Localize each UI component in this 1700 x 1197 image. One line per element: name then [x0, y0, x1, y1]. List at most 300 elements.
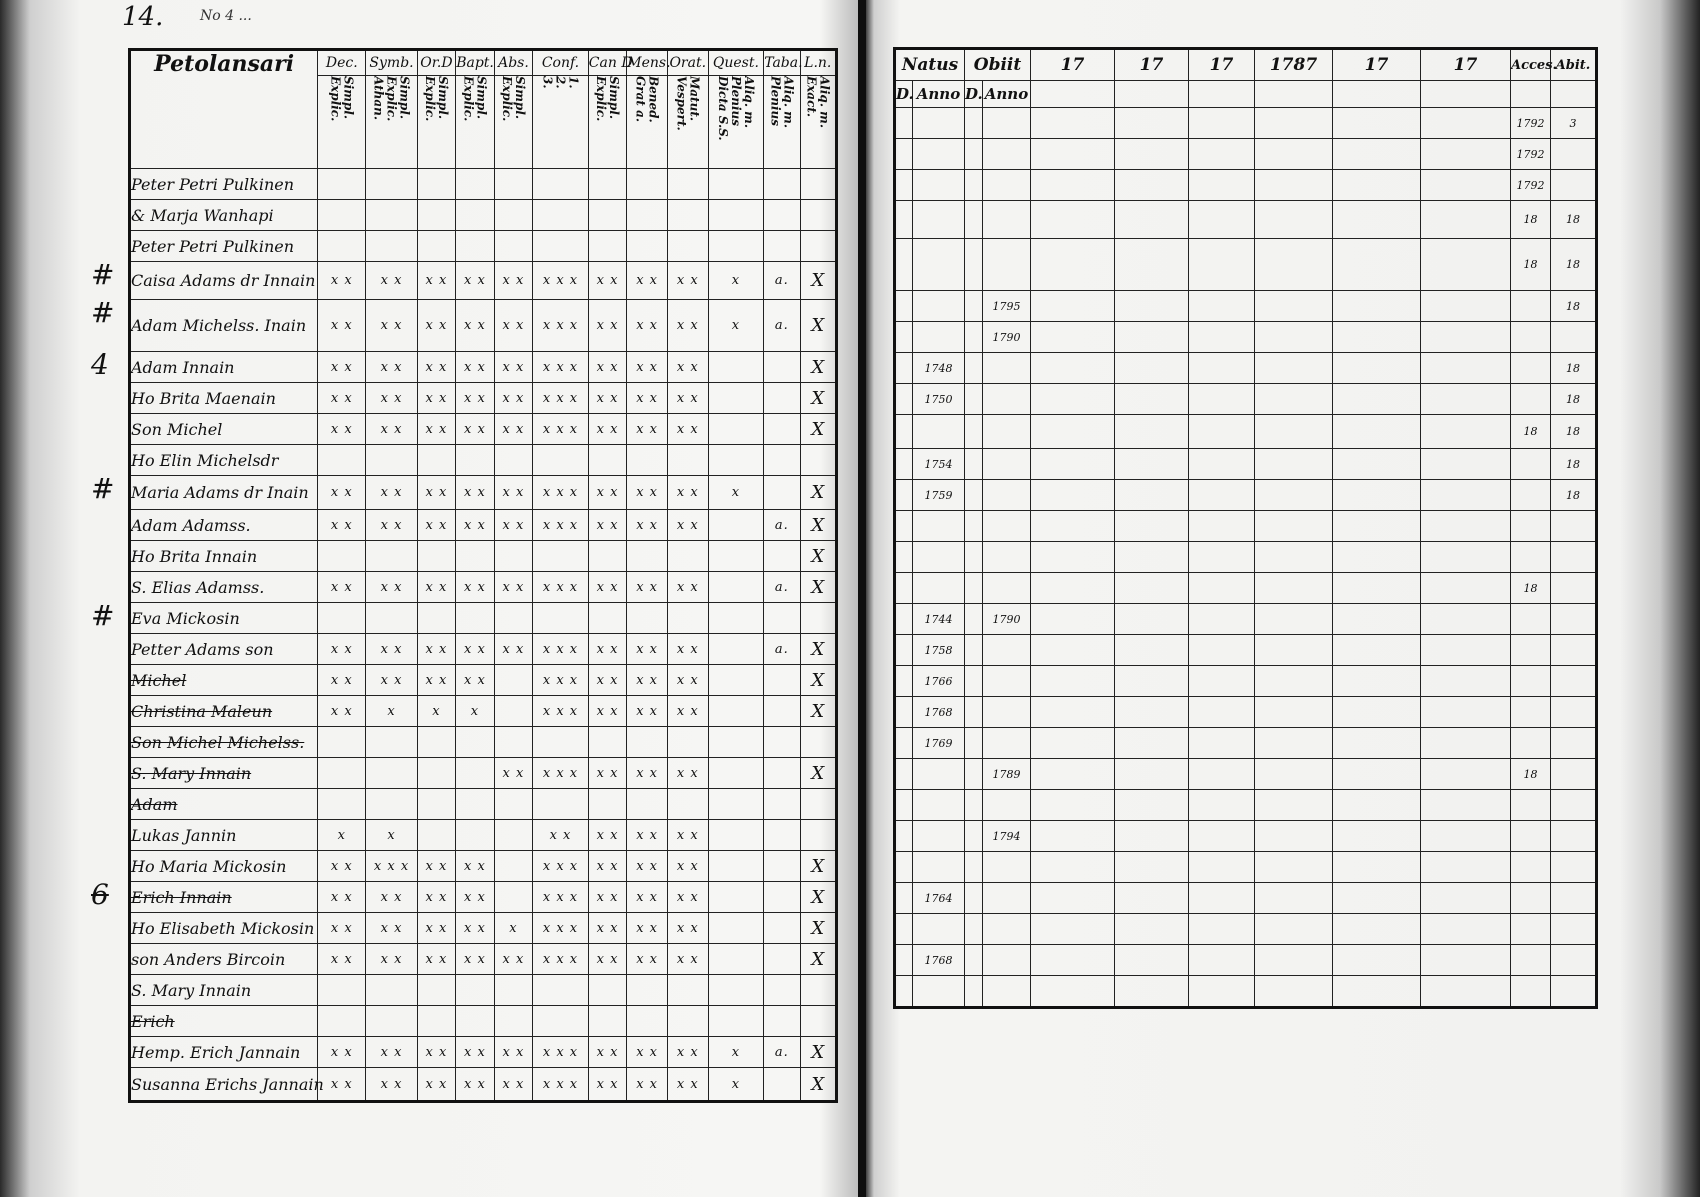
- acces-cell: [1511, 821, 1551, 852]
- exam-mark-cell: x x x: [533, 634, 589, 665]
- exam-mark-cell: [708, 727, 764, 758]
- exam-mark-cell: [588, 200, 627, 231]
- year-progress-cell: [1333, 108, 1421, 139]
- natus-day-cell: [895, 139, 913, 170]
- exam-mark-cell: [764, 944, 800, 975]
- exam-mark-cell: x x: [456, 882, 495, 913]
- exam-mark-cell: [494, 696, 533, 727]
- acces-cell: [1511, 883, 1551, 914]
- exam-mark-cell: [764, 541, 800, 572]
- page-header-note: No 4 ...: [200, 8, 252, 24]
- year-progress-cell: [1333, 322, 1421, 353]
- obiit-year-cell: [983, 697, 1031, 728]
- exam-mark-cell: [588, 445, 627, 476]
- abit-cell: [1551, 511, 1597, 542]
- table-row: [895, 511, 1597, 542]
- exam-result-cell: X: [800, 414, 836, 445]
- exam-mark-cell: x x: [667, 913, 708, 944]
- person-name-cell: [130, 944, 318, 975]
- exam-mark-cell: x x: [366, 882, 417, 913]
- abit-cell: 18: [1551, 480, 1597, 511]
- year-progress-cell: [1255, 384, 1333, 415]
- year-progress-cell: [1255, 480, 1333, 511]
- exam-mark-cell: [456, 789, 495, 820]
- exam-mark-cell: x x x: [533, 300, 589, 352]
- person-name: S. Elias Adamss.: [131, 577, 265, 597]
- exam-mark-cell: [366, 231, 417, 262]
- exam-mark-cell: x x: [494, 262, 533, 300]
- abit-cell: 18: [1551, 384, 1597, 415]
- exam-result-cell: X: [800, 300, 836, 352]
- acces-cell: [1511, 291, 1551, 322]
- year-progress-cell: [1255, 883, 1333, 914]
- exam-mark-cell: x x: [456, 300, 495, 352]
- year-progress-cell: [1421, 790, 1511, 821]
- exam-mark-cell: x x x: [533, 1068, 589, 1102]
- obiit-day-cell: [965, 604, 983, 635]
- year-progress-cell: [1189, 883, 1255, 914]
- natus-day-cell: [895, 635, 913, 666]
- exam-mark-cell: [318, 727, 366, 758]
- exam-mark-cell: [456, 541, 495, 572]
- exam-mark-cell: x x: [667, 1037, 708, 1068]
- exam-result-cell: [800, 603, 836, 634]
- obiit-day-cell: [965, 573, 983, 604]
- column-subheaders-6: [588, 76, 627, 169]
- acces-cell: [1511, 945, 1551, 976]
- year-progress-cell: [1255, 108, 1333, 139]
- year-progress-cell: [1031, 291, 1115, 322]
- exam-mark-cell: x x: [588, 300, 627, 352]
- year-progress-cell: [1421, 883, 1511, 914]
- exam-mark-cell: x x: [417, 1037, 456, 1068]
- exam-mark-cell: x: [708, 262, 764, 300]
- exam-mark-cell: x x: [417, 262, 456, 300]
- column-subheaders-2: [417, 76, 456, 169]
- row-marker: #: [91, 296, 115, 329]
- abit-cell: 18: [1551, 291, 1597, 322]
- exam-mark-cell: x x: [318, 913, 366, 944]
- abit-cell: [1551, 604, 1597, 635]
- exam-mark-cell: x x: [456, 352, 495, 383]
- person-name-cell: [130, 383, 318, 414]
- exam-mark-cell: x x: [494, 510, 533, 541]
- table-row: [895, 821, 1597, 852]
- exam-mark-cell: x x: [318, 1068, 366, 1102]
- year-progress-cell: [1333, 449, 1421, 480]
- exam-mark-cell: x x: [318, 1037, 366, 1068]
- acces-cell: 1792: [1511, 108, 1551, 139]
- year-progress-cell: [1115, 759, 1189, 790]
- exam-mark-cell: [627, 789, 668, 820]
- row-marker: #: [91, 599, 115, 632]
- person-name: Adam Innain: [131, 357, 235, 377]
- exam-mark-cell: x x: [627, 476, 668, 510]
- exam-result-cell: [800, 169, 836, 200]
- exam-mark-cell: x x: [667, 851, 708, 882]
- exam-mark-cell: x x: [667, 944, 708, 975]
- natus-day-cell: [895, 170, 913, 201]
- column-group-8: Orat.: [667, 50, 708, 76]
- year-progress-cell: [1421, 976, 1511, 1008]
- exam-mark-cell: x x x: [366, 851, 417, 882]
- year-progress-cell: [1031, 449, 1115, 480]
- column-subheader-stack: [709, 76, 764, 166]
- year-progress-cell: [1255, 914, 1333, 945]
- exam-mark-cell: x x: [318, 634, 366, 665]
- year-progress-cell: [1189, 914, 1255, 945]
- exam-mark-cell: x x: [667, 634, 708, 665]
- right-subheader-0: D.: [895, 81, 913, 108]
- exam-mark-cell: [588, 975, 627, 1006]
- person-name: Lukas Jannin: [131, 825, 237, 845]
- year-progress-cell: [1115, 239, 1189, 291]
- column-group-6: Can D: [588, 50, 627, 76]
- right-subheader-blank: [1551, 81, 1597, 108]
- year-progress-cell: [1031, 108, 1115, 139]
- person-name-cell: [130, 975, 318, 1006]
- exam-mark-cell: x x: [318, 572, 366, 603]
- right-subheader-3: Anno: [983, 81, 1031, 108]
- table-row: [895, 139, 1597, 170]
- year-progress-cell: [1255, 604, 1333, 635]
- natus-day-cell: [895, 201, 913, 239]
- person-name-cell: [130, 913, 318, 944]
- exam-mark-cell: x x: [417, 352, 456, 383]
- year-progress-cell: [1333, 883, 1421, 914]
- exam-mark-cell: x x: [494, 414, 533, 445]
- abit-cell: [1551, 914, 1597, 945]
- exam-mark-cell: x x: [456, 1068, 495, 1102]
- column-subheader-label: 1.: [566, 76, 581, 89]
- exam-mark-cell: x x: [366, 665, 417, 696]
- abit-cell: [1551, 170, 1597, 201]
- obiit-year-cell: [983, 945, 1031, 976]
- exam-mark-cell: x x: [667, 383, 708, 414]
- natus-year-cell: 1754: [913, 449, 965, 480]
- exam-mark-cell: x x: [588, 262, 627, 300]
- exam-mark-cell: [588, 603, 627, 634]
- exam-mark-cell: x x: [588, 510, 627, 541]
- exam-result-cell: X: [800, 572, 836, 603]
- exam-mark-cell: [588, 1006, 627, 1037]
- person-name: Petter Adams son: [131, 639, 274, 659]
- person-name: Ho Brita Innain: [131, 546, 258, 566]
- obiit-day-cell: [965, 790, 983, 821]
- column-subheaders-10: [764, 76, 800, 169]
- exam-mark-cell: [708, 352, 764, 383]
- exam-mark-cell: [764, 758, 800, 789]
- exam-mark-cell: x x: [366, 510, 417, 541]
- exam-mark-cell: x x: [667, 882, 708, 913]
- natus-day-cell: [895, 728, 913, 759]
- table-row: [130, 383, 837, 414]
- exam-mark-cell: [318, 975, 366, 1006]
- exam-result-cell: X: [800, 851, 836, 882]
- column-subheader-label: Explic.: [384, 76, 399, 122]
- year-progress-cell: [1333, 604, 1421, 635]
- acces-cell: 18: [1511, 201, 1551, 239]
- exam-mark-cell: x x: [366, 572, 417, 603]
- exam-mark-cell: x x: [667, 665, 708, 696]
- exam-mark-cell: x x: [318, 383, 366, 414]
- person-name-cell: [130, 851, 318, 882]
- exam-mark-cell: x x: [417, 383, 456, 414]
- abit-cell: [1551, 139, 1597, 170]
- exam-mark-cell: x x: [627, 572, 668, 603]
- year-progress-cell: [1421, 353, 1511, 384]
- exam-mark-cell: x: [708, 476, 764, 510]
- column-group-11: L.n.: [800, 50, 836, 76]
- exam-mark-cell: x x: [456, 476, 495, 510]
- person-name: Ho Maria Mickosin: [131, 856, 287, 876]
- table-row: [895, 449, 1597, 480]
- exam-mark-cell: x x: [417, 851, 456, 882]
- exam-mark-cell: x x: [533, 820, 589, 851]
- exam-mark-cell: [667, 789, 708, 820]
- exam-result-cell: [800, 820, 836, 851]
- exam-mark-cell: a.: [764, 572, 800, 603]
- table-row: [130, 603, 837, 634]
- obiit-year-cell: [983, 139, 1031, 170]
- column-subheader-label: Simpl.: [341, 76, 356, 120]
- column-subheader-stack: [366, 76, 416, 166]
- natus-year-cell: [913, 821, 965, 852]
- column-group-3: Bapt.: [456, 50, 495, 76]
- year-progress-cell: [1333, 635, 1421, 666]
- exam-mark-cell: x x: [318, 510, 366, 541]
- person-name: Ho Brita Maenain: [131, 388, 276, 408]
- person-name: S. Mary Innain: [131, 980, 252, 1000]
- acces-cell: [1511, 604, 1551, 635]
- exam-mark-cell: x x: [627, 851, 668, 882]
- obiit-day-cell: [965, 322, 983, 353]
- exam-mark-cell: x x: [588, 572, 627, 603]
- year-progress-cell: [1333, 945, 1421, 976]
- table-row: [130, 882, 837, 913]
- year-progress-cell: [1255, 666, 1333, 697]
- exam-mark-cell: [417, 200, 456, 231]
- year-progress-cell: [1115, 322, 1189, 353]
- exam-mark-cell: x x x: [533, 944, 589, 975]
- acces-cell: 18: [1511, 415, 1551, 449]
- exam-mark-cell: x x: [627, 414, 668, 445]
- acces-cell: [1511, 790, 1551, 821]
- column-subheader-label: Simpl.: [397, 76, 412, 120]
- exam-mark-cell: [764, 352, 800, 383]
- year-progress-cell: [1115, 883, 1189, 914]
- acces-cell: [1511, 511, 1551, 542]
- table-row: [895, 728, 1597, 759]
- person-name: Eva Mickosin: [131, 608, 240, 628]
- exam-mark-cell: x x: [318, 665, 366, 696]
- column-subheader-label: Plenius: [768, 76, 783, 126]
- exam-mark-cell: [667, 200, 708, 231]
- obiit-day-cell: [965, 666, 983, 697]
- exam-mark-cell: x x x: [533, 665, 589, 696]
- natus-day-cell: [895, 759, 913, 790]
- exam-mark-cell: x x x: [533, 696, 589, 727]
- exam-mark-cell: [417, 758, 456, 789]
- exam-mark-cell: x x: [588, 383, 627, 414]
- natus-day-cell: [895, 384, 913, 415]
- exam-mark-cell: x x x: [533, 383, 589, 414]
- abit-cell: [1551, 821, 1597, 852]
- row-marker: #: [91, 472, 115, 505]
- exam-mark-cell: [708, 758, 764, 789]
- exam-mark-cell: x x: [417, 414, 456, 445]
- year-progress-cell: [1421, 170, 1511, 201]
- natus-year-cell: [913, 573, 965, 604]
- natus-year-cell: [913, 542, 965, 573]
- acces-cell: [1511, 728, 1551, 759]
- exam-mark-cell: [667, 445, 708, 476]
- exam-mark-cell: [708, 1006, 764, 1037]
- year-progress-cell: [1255, 322, 1333, 353]
- table-row: [895, 480, 1597, 511]
- year-progress-cell: [1255, 697, 1333, 728]
- exam-mark-cell: [494, 541, 533, 572]
- year-progress-cell: [1115, 790, 1189, 821]
- acces-cell: [1511, 852, 1551, 883]
- exam-mark-cell: x x: [318, 696, 366, 727]
- right-header-2: 17: [1031, 49, 1115, 81]
- exam-mark-cell: x x: [588, 665, 627, 696]
- exam-mark-cell: x: [318, 820, 366, 851]
- obiit-year-cell: [983, 883, 1031, 914]
- exam-mark-cell: [366, 975, 417, 1006]
- person-name: Adam Michelss. Inain: [131, 316, 307, 335]
- exam-result-cell: X: [800, 1037, 836, 1068]
- column-subheader-stack: [533, 76, 588, 166]
- year-progress-cell: [1421, 852, 1511, 883]
- obiit-year-cell: 1794: [983, 821, 1031, 852]
- exam-mark-cell: x x: [667, 476, 708, 510]
- right-header-7: 17: [1421, 49, 1511, 81]
- column-group-4: Abs.: [494, 50, 533, 76]
- person-name: Ho Elin Michelsdr: [131, 450, 279, 470]
- year-progress-cell: [1031, 976, 1115, 1008]
- obiit-year-cell: [983, 790, 1031, 821]
- exam-mark-cell: x x: [318, 944, 366, 975]
- year-progress-cell: [1255, 573, 1333, 604]
- year-progress-cell: [1255, 511, 1333, 542]
- year-progress-cell: [1115, 480, 1189, 511]
- exam-mark-cell: x x: [417, 1068, 456, 1102]
- exam-mark-cell: [764, 200, 800, 231]
- obiit-year-cell: 1795: [983, 291, 1031, 322]
- natus-year-cell: 1744: [913, 604, 965, 635]
- exam-mark-cell: x x: [456, 665, 495, 696]
- column-subheader-label: Explic.: [499, 76, 514, 122]
- year-progress-cell: [1031, 697, 1115, 728]
- exam-mark-cell: [456, 603, 495, 634]
- table-row: [130, 665, 837, 696]
- column-subheader-label: Aliq. m.: [817, 76, 832, 129]
- exam-mark-cell: [588, 727, 627, 758]
- exam-mark-cell: [494, 975, 533, 1006]
- right-subheader-blank: [1421, 81, 1511, 108]
- year-progress-cell: [1031, 384, 1115, 415]
- exam-mark-cell: x x: [417, 572, 456, 603]
- table-row: [130, 913, 837, 944]
- exam-mark-cell: [318, 231, 366, 262]
- exam-mark-cell: x x: [588, 414, 627, 445]
- exam-mark-cell: [708, 882, 764, 913]
- exam-mark-cell: [627, 727, 668, 758]
- obiit-day-cell: [965, 201, 983, 239]
- exam-mark-cell: x x: [627, 634, 668, 665]
- natus-year-cell: 1759: [913, 480, 965, 511]
- natus-year-cell: [913, 291, 965, 322]
- exam-mark-cell: x x: [494, 572, 533, 603]
- year-progress-cell: [1115, 666, 1189, 697]
- obiit-day-cell: [965, 821, 983, 852]
- natus-year-cell: 1766: [913, 666, 965, 697]
- exam-mark-cell: x x: [494, 758, 533, 789]
- exam-mark-cell: x x: [366, 634, 417, 665]
- exam-mark-cell: [456, 231, 495, 262]
- exam-mark-cell: x x: [627, 944, 668, 975]
- exam-mark-cell: [764, 231, 800, 262]
- person-name: & Marja Wanhapi: [131, 205, 274, 225]
- table-row: [130, 789, 837, 820]
- year-progress-cell: [1115, 542, 1189, 573]
- obiit-year-cell: [983, 480, 1031, 511]
- exam-mark-cell: [764, 476, 800, 510]
- exam-mark-cell: x x: [627, 758, 668, 789]
- natus-day-cell: [895, 914, 913, 945]
- exam-mark-cell: [366, 789, 417, 820]
- column-subheader-label: Simpl.: [512, 76, 527, 120]
- exam-mark-cell: x x: [667, 262, 708, 300]
- exam-result-cell: X: [800, 913, 836, 944]
- exam-mark-cell: [667, 541, 708, 572]
- exam-mark-cell: x x: [627, 262, 668, 300]
- year-progress-cell: [1421, 697, 1511, 728]
- year-progress-cell: [1333, 759, 1421, 790]
- exam-mark-cell: x x: [456, 634, 495, 665]
- year-progress-cell: [1333, 728, 1421, 759]
- person-name: S. Mary Innain: [131, 763, 252, 783]
- exam-result-cell: X: [800, 944, 836, 975]
- person-name-cell: [130, 541, 318, 572]
- exam-result-cell: X: [800, 262, 836, 300]
- exam-mark-cell: x x: [627, 383, 668, 414]
- exam-mark-cell: x x: [627, 510, 668, 541]
- exam-mark-cell: [708, 634, 764, 665]
- exam-mark-cell: [533, 789, 589, 820]
- person-name-cell: [130, 414, 318, 445]
- person-name: Adam Adamss.: [131, 515, 251, 535]
- right-header-1: Obiit: [965, 49, 1031, 81]
- column-subheader-label: Explic.: [422, 76, 437, 122]
- year-progress-cell: [1031, 415, 1115, 449]
- exam-mark-cell: [533, 231, 589, 262]
- exam-mark-cell: x x: [456, 1037, 495, 1068]
- exam-mark-cell: x x: [588, 634, 627, 665]
- year-progress-cell: [1255, 415, 1333, 449]
- exam-mark-cell: a.: [764, 300, 800, 352]
- year-progress-cell: [1031, 353, 1115, 384]
- exam-mark-cell: [764, 913, 800, 944]
- column-subheader-stack: [627, 76, 667, 166]
- table-row: [130, 300, 837, 352]
- year-progress-cell: [1189, 384, 1255, 415]
- exam-mark-cell: [667, 1006, 708, 1037]
- table-row: [895, 759, 1597, 790]
- table-row: [895, 415, 1597, 449]
